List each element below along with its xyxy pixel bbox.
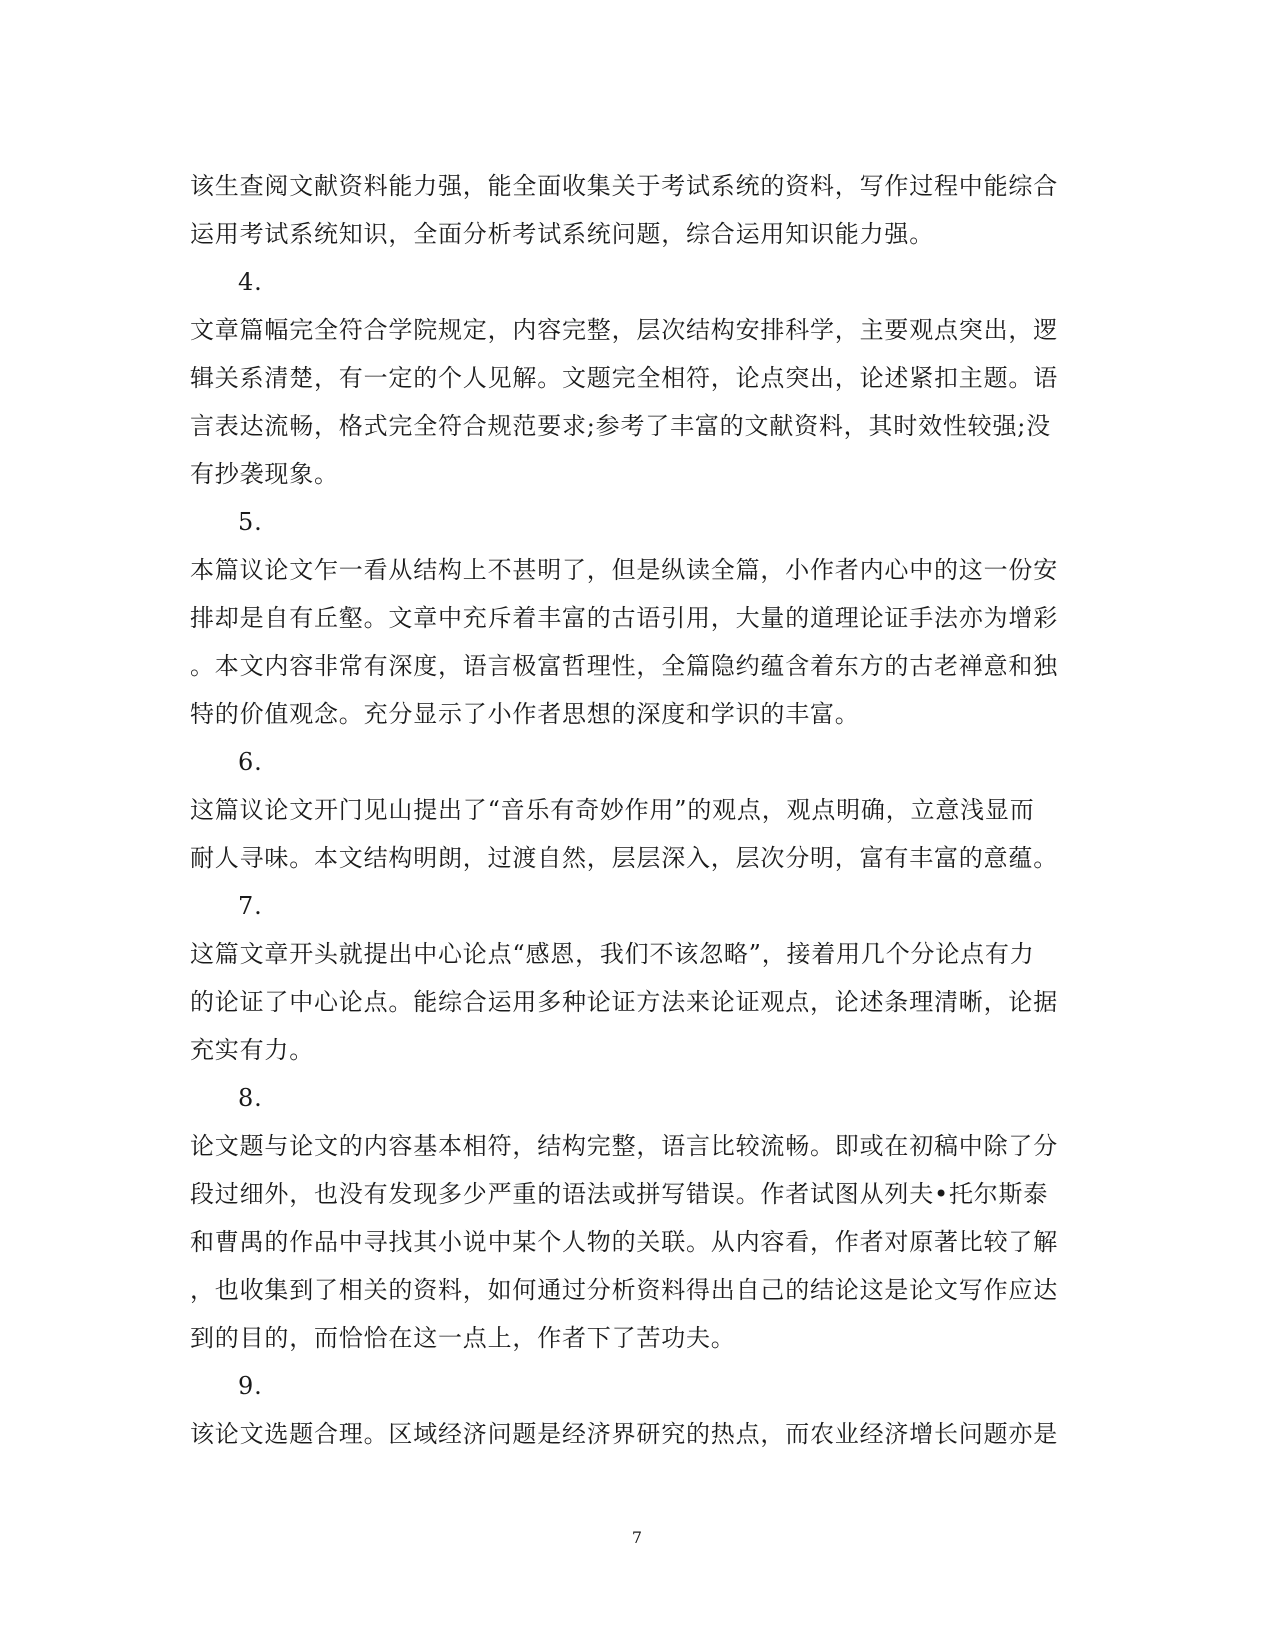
- text-line: 论文题与论文的内容基本相符，结构完整，语言比较流畅。即或在初稿中除了分: [190, 1132, 1058, 1160]
- text-line: 本篇议论文乍一看从结构上不甚明了，但是纵读全篇，小作者内心中的这一份安: [190, 556, 1058, 584]
- text-line: 该论文选题合理。区域经济问题是经济界研究的热点，而农业经济增长问题亦是: [190, 1420, 1058, 1448]
- text-line: 耐人寻味。本文结构明朗，过渡自然，层层深入，层次分明，富有丰富的意蕴。: [190, 844, 1058, 872]
- text-line: 该生查阅文献资料能力强，能全面收集关于考试系统的资料，写作过程中能综合: [190, 172, 1058, 200]
- text-line: 排却是自有丘壑。文章中充斥着丰富的古语引用，大量的道理论证手法亦为增彩: [190, 604, 1058, 632]
- text-line: 有抄袭现象。: [190, 460, 339, 488]
- text-line: 。本文内容非常有深度，语言极富哲理性，全篇隐约蕴含着东方的古老禅意和独: [190, 652, 1058, 680]
- item-number: 5.: [238, 508, 263, 536]
- text-line: 这篇文章开头就提出中心论点“感恩，我们不该忽略”，接着用几个分论点有力: [190, 940, 1035, 968]
- item-number: 6.: [238, 748, 263, 776]
- text-line: 到的目的，而恰恰在这一点上，作者下了苦功夫。: [190, 1324, 736, 1352]
- text-line: 这篇议论文开门见山提出了“音乐有奇妙作用”的观点，观点明确，立意浅显而: [190, 796, 1035, 824]
- text-line: 运用考试系统知识，全面分析考试系统问题，综合运用知识能力强。: [190, 220, 934, 248]
- text-line: 言表达流畅，格式完全符合规范要求;参考了丰富的文献资料，其时效性较强;没: [190, 412, 1051, 440]
- page-number: 7: [631, 1528, 643, 1547]
- text-line: 文章篇幅完全符合学院规定，内容完整，层次结构安排科学，主要观点突出，逻: [190, 316, 1058, 344]
- item-number: 8.: [238, 1084, 263, 1112]
- item-number: 9.: [238, 1372, 263, 1400]
- text-line: 特的价值观念。充分显示了小作者思想的深度和学识的丰富。: [190, 700, 860, 728]
- text-line: 的论证了中心论点。能综合运用多种论证方法来论证观点，论述条理清晰，论据: [190, 988, 1058, 1016]
- text-line: 充实有力。: [190, 1036, 314, 1064]
- text-line: 辑关系清楚，有一定的个人见解。文题完全相符，论点突出，论述紧扣主题。语: [190, 364, 1058, 392]
- text-line: 段过细外，也没有发现多少严重的语法或拼写错误。作者试图从列夫•托尔斯泰: [190, 1180, 1049, 1208]
- text-line: 和曹禺的作品中寻找其小说中某个人物的关联。从内容看，作者对原著比较了解: [190, 1228, 1058, 1256]
- item-number: 4.: [238, 268, 263, 296]
- text-line: ，也收集到了相关的资料，如何通过分析资料得出自己的结论这是论文写作应达: [190, 1276, 1058, 1304]
- body-text: [190, 162, 1075, 1458]
- item-number: 7.: [238, 892, 263, 920]
